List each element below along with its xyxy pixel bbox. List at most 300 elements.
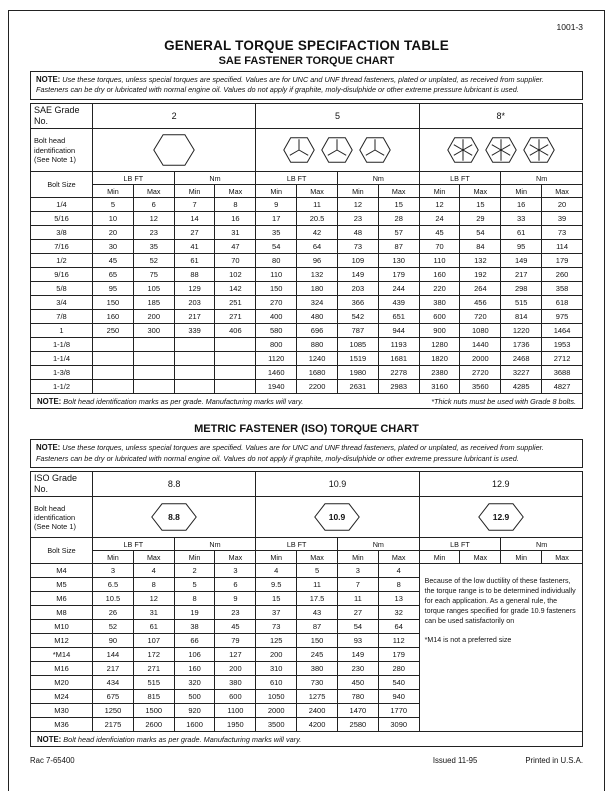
torque-cell: 8 xyxy=(174,592,215,606)
torque-cell xyxy=(93,352,134,366)
torque-cell: 1275 xyxy=(297,690,338,704)
torque-cell xyxy=(215,338,256,352)
torque-cell: 230 xyxy=(337,662,378,676)
bolt-size-cell: 7/16 xyxy=(31,240,93,254)
sae-torque-table xyxy=(30,103,583,410)
unit-header: LB FT xyxy=(419,172,501,185)
torque-cell: 450 xyxy=(337,676,378,690)
torque-cell: 48 xyxy=(337,226,378,240)
torque-cell: 114 xyxy=(542,240,583,254)
torque-cell: 109 xyxy=(337,254,378,268)
torque-cell: 45 xyxy=(419,226,460,240)
torque-cell: 217 xyxy=(501,268,542,282)
torque-cell: 880 xyxy=(297,338,338,352)
bolt-size-label: Bolt Size xyxy=(31,172,93,198)
bolt-head-id-label: Bolt head identification (See Note 1) xyxy=(31,497,93,538)
torque-cell: 1940 xyxy=(256,380,297,394)
torque-cell: 271 xyxy=(215,310,256,324)
torque-cell: 400 xyxy=(256,310,297,324)
torque-cell: 6 xyxy=(215,578,256,592)
torque-cell: 339 xyxy=(174,324,215,338)
unit-header: Nm xyxy=(501,172,583,185)
page-number: 1001-3 xyxy=(556,22,583,32)
torque-cell: 15 xyxy=(256,592,297,606)
minmax-header: Min xyxy=(501,185,542,198)
torque-cell: 38 xyxy=(174,620,215,634)
torque-cell: 54 xyxy=(256,240,297,254)
hex-grade-12-9-icon xyxy=(478,503,524,531)
torque-cell: 2580 xyxy=(337,718,378,732)
torque-cell: 3 xyxy=(93,564,134,578)
unit-header: Nm xyxy=(337,538,419,551)
torque-cell: 11 xyxy=(337,592,378,606)
bolt-size-cell: M36 xyxy=(31,718,93,732)
torque-cell xyxy=(93,338,134,352)
torque-cell: 27 xyxy=(337,606,378,620)
minmax-header: Max xyxy=(297,551,338,564)
content xyxy=(30,22,583,747)
bolt-size-cell: M30 xyxy=(31,704,93,718)
minmax-header: Min xyxy=(337,185,378,198)
torque-cell: 3090 xyxy=(378,718,419,732)
minmax-header: Min xyxy=(256,185,297,198)
torque-cell: 112 xyxy=(378,634,419,648)
torque-cell: 944 xyxy=(378,324,419,338)
torque-cell: 1464 xyxy=(542,324,583,338)
torque-cell: 1519 xyxy=(337,352,378,366)
torque-cell: 2000 xyxy=(256,704,297,718)
torque-cell: 20.5 xyxy=(297,212,338,226)
torque-cell: 2380 xyxy=(419,366,460,380)
torque-cell: 130 xyxy=(378,254,419,268)
torque-cell: 2278 xyxy=(378,366,419,380)
side-note-text: Because of the low ductility of these fasteners, the torque range is to be determined individually for each application. As a general rule, the torque ranges specified for grade 10.9 fasteners can be used satisfactorily on xyxy=(424,577,576,626)
torque-cell: 250 xyxy=(93,324,134,338)
torque-cell: 380 xyxy=(215,676,256,690)
unit-header: LB FT xyxy=(93,172,175,185)
bolt-size-cell: M16 xyxy=(31,662,93,676)
bolt-size-cell: M4 xyxy=(31,564,93,578)
torque-cell: 780 xyxy=(337,690,378,704)
torque-cell: 52 xyxy=(133,254,174,268)
torque-cell: 1500 xyxy=(133,704,174,718)
torque-cell: 1250 xyxy=(93,704,134,718)
torque-cell: 920 xyxy=(174,704,215,718)
torque-cell: 93 xyxy=(337,634,378,648)
torque-cell: 12 xyxy=(337,198,378,212)
torque-cell: 129 xyxy=(174,282,215,296)
torque-cell: 6 xyxy=(133,198,174,212)
torque-cell: 300 xyxy=(133,324,174,338)
torque-cell: 160 xyxy=(174,662,215,676)
torque-cell: 88 xyxy=(174,268,215,282)
minmax-header: Max xyxy=(297,185,338,198)
torque-cell xyxy=(174,352,215,366)
torque-cell: 1193 xyxy=(378,338,419,352)
torque-cell: 310 xyxy=(256,662,297,676)
torque-cell: 2468 xyxy=(501,352,542,366)
torque-cell: 37 xyxy=(256,606,297,620)
torque-cell: 102 xyxy=(215,268,256,282)
torque-cell: 12 xyxy=(133,592,174,606)
torque-cell: 500 xyxy=(174,690,215,704)
unit-header: LB FT xyxy=(256,538,338,551)
torque-cell: 61 xyxy=(133,620,174,634)
iso-note-label: NOTE: xyxy=(36,443,61,453)
side-note-m14: *M14 is not a preferred size xyxy=(424,636,512,645)
torque-cell: 57 xyxy=(378,226,419,240)
torque-cell: 64 xyxy=(297,240,338,254)
torque-cell: 87 xyxy=(297,620,338,634)
hex-6-marks-icon xyxy=(523,137,555,163)
sae-note-box xyxy=(30,71,583,100)
torque-cell: 179 xyxy=(378,268,419,282)
torque-cell: 200 xyxy=(215,662,256,676)
bolt-head-icon-cell xyxy=(419,129,582,172)
torque-cell: 179 xyxy=(378,648,419,662)
bolt-size-cell: 3/4 xyxy=(31,296,93,310)
torque-cell: 54 xyxy=(337,620,378,634)
table-footnote-row xyxy=(31,732,583,747)
minmax-header: Max xyxy=(215,185,256,198)
hex-3-marks-icon xyxy=(321,137,353,163)
bolt-size-cell: 5/16 xyxy=(31,212,93,226)
grade-value: 12.9 xyxy=(419,471,582,497)
torque-cell: 95 xyxy=(93,282,134,296)
bolt-size-cell: M5 xyxy=(31,578,93,592)
hex-grade-8-8-icon xyxy=(151,503,197,531)
torque-cell: 651 xyxy=(378,310,419,324)
torque-cell: 380 xyxy=(419,296,460,310)
torque-cell: 43 xyxy=(297,606,338,620)
torque-cell: 720 xyxy=(460,310,501,324)
torque-cell: 1100 xyxy=(215,704,256,718)
grade-value: 5 xyxy=(256,103,419,129)
footer-printed: Printed in U.S.A. xyxy=(525,756,583,765)
torque-cell: 8 xyxy=(215,198,256,212)
bolt-head-icon-cell xyxy=(256,497,419,538)
unit-header: LB FT xyxy=(93,538,175,551)
torque-cell: 618 xyxy=(542,296,583,310)
torque-cell: 2400 xyxy=(297,704,338,718)
hex-3-marks-icon xyxy=(283,137,315,163)
torque-cell: 203 xyxy=(337,282,378,296)
torque-cell: 217 xyxy=(93,662,134,676)
minmax-header: Max xyxy=(378,551,419,564)
torque-cell: 1736 xyxy=(501,338,542,352)
torque-cell: 132 xyxy=(297,268,338,282)
minmax-header: Min xyxy=(256,551,297,564)
torque-cell: 39 xyxy=(542,212,583,226)
minmax-header: Min xyxy=(419,551,460,564)
torque-cell: 245 xyxy=(297,648,338,662)
torque-cell: 160 xyxy=(419,268,460,282)
torque-cell: 2720 xyxy=(460,366,501,380)
bolt-size-cell: 9/16 xyxy=(31,268,93,282)
main-title: GENERAL TORQUE SPECIFACTION TABLE xyxy=(164,38,449,53)
torque-cell: 65 xyxy=(93,268,134,282)
torque-cell: 66 xyxy=(174,634,215,648)
bolt-size-cell: 1 xyxy=(31,324,93,338)
torque-cell: 2600 xyxy=(133,718,174,732)
torque-cell: 10 xyxy=(93,212,134,226)
torque-cell: 192 xyxy=(460,268,501,282)
torque-cell: 73 xyxy=(337,240,378,254)
sae-note-label: NOTE: xyxy=(36,75,61,84)
torque-cell: 12 xyxy=(419,198,460,212)
torque-cell: 15 xyxy=(378,198,419,212)
table-footnote-right: *Thick nuts must be used with Grade 8 bolts. xyxy=(431,396,576,406)
torque-cell: 900 xyxy=(419,324,460,338)
torque-cell: 406 xyxy=(215,324,256,338)
grade-value: 8.8 xyxy=(93,471,256,497)
torque-cell: 20 xyxy=(542,198,583,212)
torque-cell: 251 xyxy=(215,296,256,310)
torque-cell: 696 xyxy=(297,324,338,338)
torque-cell: 515 xyxy=(501,296,542,310)
minmax-header: Min xyxy=(337,551,378,564)
torque-cell: 7 xyxy=(337,578,378,592)
torque-cell: 31 xyxy=(133,606,174,620)
torque-cell xyxy=(215,352,256,366)
torque-cell: 35 xyxy=(133,240,174,254)
iso-torque-table xyxy=(30,471,583,748)
torque-cell: 84 xyxy=(460,240,501,254)
grade-12-9-note xyxy=(419,564,582,732)
sae-chart-title: SAE FASTENER TORQUE CHART xyxy=(218,55,395,67)
torque-cell xyxy=(215,380,256,394)
grade-value: 8* xyxy=(419,103,582,129)
torque-cell: 79 xyxy=(215,634,256,648)
torque-cell: 1980 xyxy=(337,366,378,380)
torque-cell: 41 xyxy=(174,240,215,254)
torque-cell: 17 xyxy=(256,212,297,226)
torque-cell: 1770 xyxy=(378,704,419,718)
torque-cell: 42 xyxy=(297,226,338,240)
grade-no-label: ISO Grade No. xyxy=(31,471,93,497)
table-footnote-row xyxy=(31,394,583,409)
torque-cell xyxy=(93,380,134,394)
torque-cell: 105 xyxy=(133,282,174,296)
torque-cell: 52 xyxy=(93,620,134,634)
svg-text:10.9: 10.9 xyxy=(329,512,346,523)
torque-cell: 150 xyxy=(297,634,338,648)
minmax-header: Min xyxy=(93,185,134,198)
torque-cell: 172 xyxy=(133,648,174,662)
iso-chart-title: METRIC FASTENER (ISO) TORQUE CHART xyxy=(194,423,419,436)
torque-cell: 29 xyxy=(460,212,501,226)
bolt-size-cell: 1-1/8 xyxy=(31,338,93,352)
torque-cell: 1440 xyxy=(460,338,501,352)
minmax-header: Min xyxy=(174,185,215,198)
torque-cell xyxy=(174,380,215,394)
torque-cell: 15 xyxy=(460,198,501,212)
bolt-size-cell: 7/8 xyxy=(31,310,93,324)
torque-cell: 217 xyxy=(174,310,215,324)
torque-cell: 54 xyxy=(460,226,501,240)
torque-cell: 1953 xyxy=(542,338,583,352)
torque-cell: 26 xyxy=(93,606,134,620)
torque-cell: 800 xyxy=(256,338,297,352)
torque-cell: 110 xyxy=(256,268,297,282)
torque-cell: 132 xyxy=(460,254,501,268)
torque-cell: 87 xyxy=(378,240,419,254)
torque-cell: 366 xyxy=(337,296,378,310)
torque-cell: 2175 xyxy=(93,718,134,732)
torque-cell: 542 xyxy=(337,310,378,324)
torque-cell: 515 xyxy=(133,676,174,690)
torque-cell: 4 xyxy=(256,564,297,578)
torque-cell: 19 xyxy=(174,606,215,620)
torque-cell xyxy=(93,366,134,380)
torque-cell: 9 xyxy=(215,592,256,606)
torque-cell: 675 xyxy=(93,690,134,704)
iso-note-text: Use these torques, unless special torques are specified. Values are for UNC and UNF thread fasteners, plated or unplated, as received from supplier. Fasteners can be dry or lubricated with normal engine oil. Values do not apply if graphite, moly-disulphide or other extreme pressure lubricant is used. xyxy=(36,443,544,463)
minmax-header: Min xyxy=(501,551,542,564)
torque-cell: 220 xyxy=(419,282,460,296)
torque-cell: 298 xyxy=(501,282,542,296)
torque-cell: 2000 xyxy=(460,352,501,366)
torque-cell: 1680 xyxy=(297,366,338,380)
torque-cell: 600 xyxy=(419,310,460,324)
torque-cell: 23 xyxy=(133,226,174,240)
torque-cell: 32 xyxy=(378,606,419,620)
hex-grade-10-9-icon xyxy=(314,503,360,531)
torque-cell: 1600 xyxy=(174,718,215,732)
torque-cell: 33 xyxy=(501,212,542,226)
torque-cell: 2712 xyxy=(542,352,583,366)
torque-cell: 23 xyxy=(215,606,256,620)
grade-no-label: SAE Grade No. xyxy=(31,103,93,129)
sae-note-text: Use these torques, unless special torques are specified. Values are for UNC and UNF thread fasteners, plated or unplated, as received from supplier. Fasteners can be dry or lubricated with normal engine oil. Values do not apply if graphite, moly-disulphide or other extreme pressure lubricant is used. xyxy=(36,75,544,95)
torque-cell: 1080 xyxy=(460,324,501,338)
torque-cell: 23 xyxy=(337,212,378,226)
page-footer xyxy=(30,756,583,765)
torque-cell: 1470 xyxy=(337,704,378,718)
torque-cell: 8 xyxy=(378,578,419,592)
hex-6-marks-icon xyxy=(485,137,517,163)
bolt-size-cell: 3/8 xyxy=(31,226,93,240)
torque-cell xyxy=(133,380,174,394)
hex-plain-icon xyxy=(153,134,195,166)
torque-cell: 1050 xyxy=(256,690,297,704)
torque-cell: 149 xyxy=(337,268,378,282)
torque-cell: 1460 xyxy=(256,366,297,380)
torque-cell: 149 xyxy=(337,648,378,662)
torque-cell: 160 xyxy=(93,310,134,324)
torque-cell: 73 xyxy=(542,226,583,240)
torque-cell: 4 xyxy=(133,564,174,578)
torque-cell: 2200 xyxy=(297,380,338,394)
torque-cell: 64 xyxy=(378,620,419,634)
torque-cell: 244 xyxy=(378,282,419,296)
torque-cell xyxy=(174,366,215,380)
torque-cell: 2631 xyxy=(337,380,378,394)
torque-cell: 1085 xyxy=(337,338,378,352)
torque-cell: 480 xyxy=(297,310,338,324)
torque-cell: 61 xyxy=(501,226,542,240)
torque-cell: 271 xyxy=(133,662,174,676)
torque-cell: 203 xyxy=(174,296,215,310)
torque-cell: 439 xyxy=(378,296,419,310)
torque-cell: 600 xyxy=(215,690,256,704)
minmax-header: Max xyxy=(378,185,419,198)
torque-cell: 110 xyxy=(419,254,460,268)
minmax-header: Max xyxy=(542,185,583,198)
torque-cell: 90 xyxy=(93,634,134,648)
torque-cell: 5 xyxy=(174,578,215,592)
torque-cell: 610 xyxy=(256,676,297,690)
minmax-header: Max xyxy=(460,551,501,564)
torque-cell: 456 xyxy=(460,296,501,310)
torque-cell: 3500 xyxy=(256,718,297,732)
torque-cell: 47 xyxy=(215,240,256,254)
torque-cell: 1240 xyxy=(297,352,338,366)
torque-cell: 150 xyxy=(256,282,297,296)
torque-cell: 814 xyxy=(501,310,542,324)
table-footnote: NOTE: Bolt head idenficiation marks as per grade. Manufacturing marks will vary. xyxy=(37,734,302,744)
footer-issued-date: Issued 11-95 xyxy=(432,756,478,765)
torque-cell: 20 xyxy=(93,226,134,240)
torque-cell: 1120 xyxy=(256,352,297,366)
torque-cell: 4 xyxy=(378,564,419,578)
torque-cell: 142 xyxy=(215,282,256,296)
torque-cell xyxy=(174,338,215,352)
torque-cell: 4827 xyxy=(542,380,583,394)
torque-cell: 14 xyxy=(174,212,215,226)
torque-cell: 270 xyxy=(256,296,297,310)
torque-cell: 179 xyxy=(542,254,583,268)
torque-cell xyxy=(133,352,174,366)
torque-cell: 12 xyxy=(133,212,174,226)
torque-cell: 6.5 xyxy=(93,578,134,592)
bolt-size-cell: M20 xyxy=(31,676,93,690)
unit-header: Nm xyxy=(174,172,256,185)
torque-cell: 1220 xyxy=(501,324,542,338)
torque-cell: 185 xyxy=(133,296,174,310)
bolt-size-cell: 1-3/8 xyxy=(31,366,93,380)
torque-cell: 264 xyxy=(460,282,501,296)
torque-cell: 11 xyxy=(297,578,338,592)
torque-cell: 2983 xyxy=(378,380,419,394)
minmax-header: Min xyxy=(174,551,215,564)
torque-cell: 45 xyxy=(93,254,134,268)
torque-cell: 200 xyxy=(133,310,174,324)
torque-cell: 96 xyxy=(297,254,338,268)
torque-cell: 28 xyxy=(378,212,419,226)
bolt-size-cell: 1/2 xyxy=(31,254,93,268)
torque-cell: 107 xyxy=(133,634,174,648)
unit-header: Nm xyxy=(337,172,419,185)
torque-cell: 11 xyxy=(297,198,338,212)
torque-cell: 5 xyxy=(297,564,338,578)
bolt-size-label: Bolt Size xyxy=(31,538,93,564)
hex-3-marks-icon xyxy=(359,137,391,163)
torque-cell: 4200 xyxy=(297,718,338,732)
svg-text:8.8: 8.8 xyxy=(168,512,181,523)
minmax-header: Max xyxy=(133,551,174,564)
torque-cell: 17.5 xyxy=(297,592,338,606)
bolt-head-id-label: Bolt head identification (See Note 1) xyxy=(31,129,93,172)
torque-cell: 30 xyxy=(93,240,134,254)
hex-6-marks-icon xyxy=(447,137,479,163)
torque-cell: 3 xyxy=(337,564,378,578)
torque-cell: 975 xyxy=(542,310,583,324)
torque-cell: 16 xyxy=(215,212,256,226)
minmax-header: Max xyxy=(542,551,583,564)
bolt-size-cell: *M14 xyxy=(31,648,93,662)
torque-cell: 10.5 xyxy=(93,592,134,606)
